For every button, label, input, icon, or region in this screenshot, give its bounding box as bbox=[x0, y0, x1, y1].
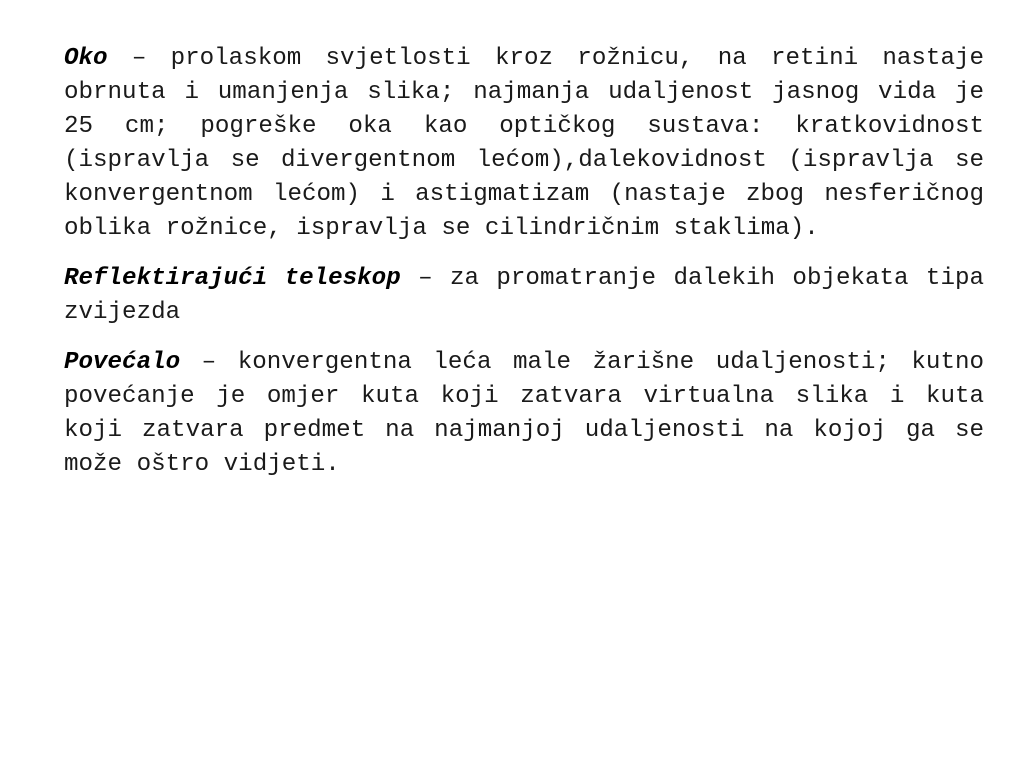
definition-povecalo: – konvergentna leća male žarišne udaljenosti; kutno povećanje je omjer kuta koji zatvara virtualna slika i kuta koji zatvara predmet na najmanjoj udaljenosti na kojoj ga se može oštro vidjeti. bbox=[64, 349, 984, 478]
paragraph-oko bbox=[64, 42, 984, 246]
definition-oko: – prolaskom svjetlosti kroz rožnicu, na retini nastaje obrnuta i umanjenja slika; najmanja udaljenost jasnog vida je 25 cm; pogreške oka kao optičkog sustava: kratkovidnost (ispravlja se divergentnom lećom),dalekovidnost (ispravlja se konvergentnom lećom) i astigmatizam (nastaje zbog nesferičnog oblika rožnice, ispravlja se cilindričnim staklima). bbox=[64, 45, 984, 242]
term-oko: Oko bbox=[64, 45, 108, 72]
term-povecalo: Povećalo bbox=[64, 349, 181, 376]
term-reflektirajuci-teleskop: Reflektirajući teleskop bbox=[64, 265, 401, 292]
paragraph-povecalo bbox=[64, 346, 984, 482]
definition-reflektirajuci-teleskop: – za promatranje dalekih objekata tipa zvijezda bbox=[64, 265, 984, 326]
paragraph-reflektirajuci-teleskop bbox=[64, 262, 984, 330]
